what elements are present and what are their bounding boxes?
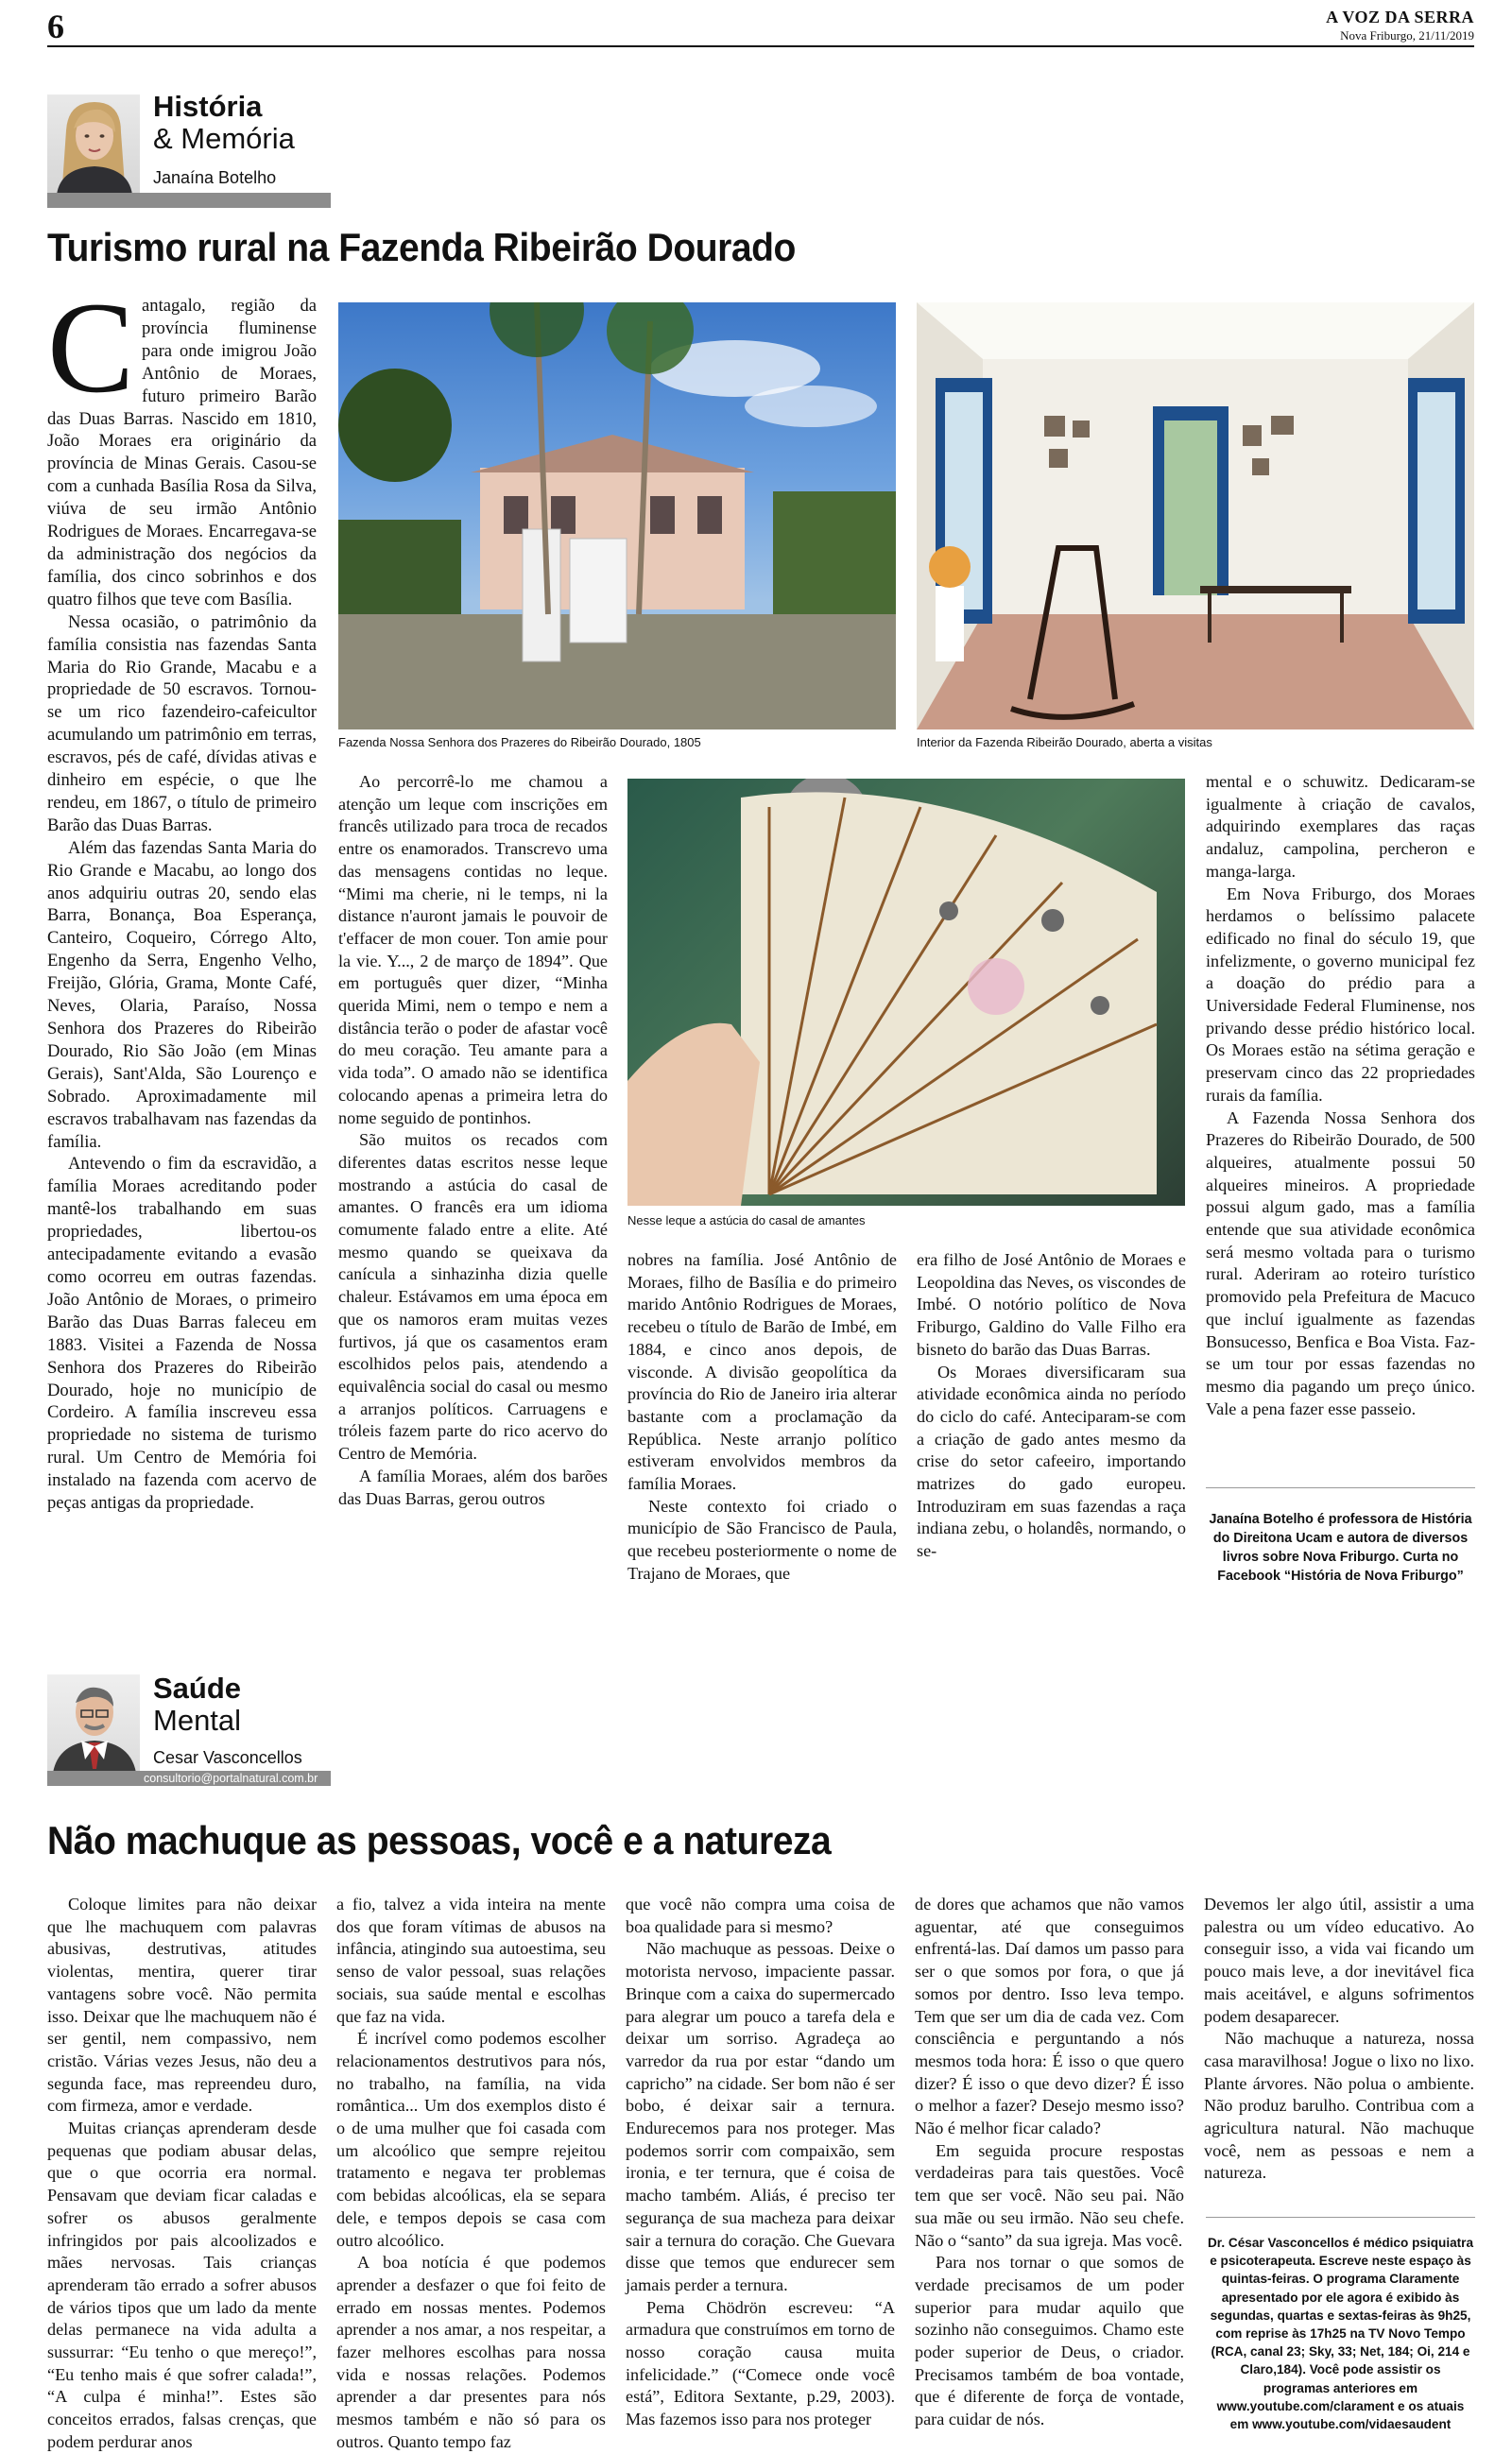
portrait-icon <box>47 1674 140 1773</box>
history-paragraph: Ao percorrê-lo me chamou a atenção um leque com inscrições em francês utilizado para troca de recados entre os enamorados. Transcrevo uma das mensagens contidas no leque. “Mimi ma cherie, ni le temps, ni la distance n'auront jamais le pouvoir de t'effacer de mon couer. Ton amie pour la vie. Y..., 2 de março de 1894”. Que em português quer dizer, “Minha querida Mimi, nem o tempo e nem a distância terão o poder de afastar você do meu coração. Teu amante para a vida toda”. O amado não se identifica colocando apenas a primeira letra do nome seguido de pontinhos. <box>338 772 608 1127</box>
page-number: 6 <box>47 8 64 45</box>
newspaper-name: A VOZ DA SERRA <box>1326 8 1474 26</box>
interior-image-icon <box>917 302 1474 729</box>
health-paragraph: de dores que achamos que não vamos aguentar, até que conseguimos enfrentá-las. Daí damos um passo para ser o que somos por fora, o que já somos por dentro. Isso leva tempo. Tem que ser um dia de cada vez. Com consciência e perguntando a nós mesmos toda hora: É isso o que quero dizer? É isso o que devo dizer? É isso o melhor a fazer? Desejo mesmo isso? Não é melhor ficar calado? <box>915 1895 1184 2138</box>
history-paragraph: A Fazenda Nossa Senhora dos Prazeres do Ribeirão Dourado, de 500 alqueires, atualmente possui 50 alqueires mineiros. A propriedade possui algum gado, mas a família entende que sua atividade econômica será mesmo voltada para o turismo rural. Aderiram ao roteiro turístico promovido pela Prefeitura de Macuco que incluí igualmente as fazendas Bonsucesso, Benfica e Boa Vista. Faz-se um tour por essas fazendas no mesmo dia pagando um preço único. Vale a pena fazer esse passeio. <box>1206 1107 1475 1418</box>
health-column-5 <box>1204 1894 1474 2185</box>
header-rule <box>47 45 1474 47</box>
history-paragraph: nobres na família. José Antônio de Moraes, filho de Basília e do primeiro marido Antônio Rodrigues de Moraes, recebeu o título de Barão de Imbé, em 1884, e cinco anos depois, de visconde. A divisão geopolítica da província do Rio de Janeiro iria alterar bastante com a proclamação da República. Neste arranjo político estiveram envolvidos membros da família Moraes. <box>627 1250 897 1494</box>
drop-cap: C <box>47 275 135 420</box>
history-paragraph: Antevendo o fim da escravidão, a família Moraes acreditando poder mantê-los trabalhando em suas propriedades, libertou-os antecipadamente evitando a evasão como ocorreu em outras fazendas. João Antônio de Moraes, o primeiro Barão das Duas Barras faleceu em 1883. Visitei a Fazenda de Nossa Senhora dos Prazeres do Ribeirão Dourado, hoje no município de Cordeiro. A família inscreveu essa propriedade no sistema de turismo rural. Um Centro de Memória foi instalado na fazenda com acervo de peças antigas da propriedade. <box>47 1154 317 1514</box>
history-column-5 <box>1206 771 1475 1420</box>
health-column-1 <box>47 1894 317 2454</box>
farmhouse-image-icon <box>338 302 896 729</box>
photo-farmhouse <box>338 302 896 729</box>
health-paragraph: É incrível como podemos escolher relacionamentos destrutivos para nós, no trabalho, na família, na vida romântica... Um dos exemplos disto é o de uma mulher que foi casada com um alcoólico que sempre rejeitou tratamento e negava ter problemas com bebidas alcoólicas, ela se separa dele, e tempos depois se casa com outro alcoólico. <box>336 2029 606 2250</box>
photo-interior <box>917 302 1474 729</box>
author-name-history: Janaína Botelho <box>153 168 277 187</box>
history-paragraph: A família Moraes, além dos barões das Duas Barras, gerou outros <box>338 1466 608 1508</box>
section-title-line2: Mental <box>153 1704 242 1737</box>
issue-location-date: Nova Friburgo, 21/11/2019 <box>1340 28 1474 43</box>
bio-rule-history <box>1206 1487 1475 1488</box>
history-paragraph: Neste contexto foi criado o município de São Francisco de Paula, que recebeu posteriormente o nome de Trajano de Moraes, que <box>627 1496 897 1583</box>
health-paragraph: A boa notícia é que podemos aprender a desfazer o que foi feito de errado em nossas mentes. Podemos aprender a nos amar, a nos respeitar, a fazer melhores escolhas para nossa vida e nossas relações. Podemos aprender a dar presentes para nós mesmos também e não só para os outros. Quanto tempo faz <box>336 2253 606 2451</box>
health-paragraph: Coloque limites para não deixar que lhe machuquem com palavras abusivas, destrutivas, atitudes violentas, mentira, querer tirar vantagens sobre você. Não permita isso. Deixar que lhe machuquem não é ser gentil, nem compassivo, nem cristão. Várias vezes Jesus, não deu a segunda face, mas repreendeu duro, com firmeza, amor e verdade. <box>47 1895 317 2116</box>
history-column-1 <box>47 275 317 1515</box>
history-paragraph: Os Moraes diversificaram sua atividade econômica ainda no período do ciclo do café. Anteciparam-se com a criação de gado antes mesmo da crise do setor cafeeiro, importando matrizes do gado europeu. Introduziram em suas fazendas a raça indiana zebu, o holandês, normando, o se- <box>917 1362 1186 1561</box>
author-name-health: Cesar Vasconcellos <box>153 1748 302 1767</box>
author-photo-janaina <box>47 94 140 195</box>
health-column-2 <box>336 1894 606 2454</box>
health-column-3 <box>626 1894 895 2431</box>
author-email: consultorio@portalnatural.com.br <box>144 1772 318 1785</box>
author-bio-health: Dr. César Vasconcellos é médico psiquiatra e psicoterapeuta. Escreve neste espaço às quintas-feiras. O programa Claramente apresentado por ele agora é exibido às segundas, quartas e sextas-feiras às 9h25, com reprise às 17h25 na TV Novo Tempo (RCA, canal 23; Sky, 33; Net, 184; Oi, 214 e Claro,184). Você pode assistir os programas anteriores em www.youtube.com/clarament e os atuais em www.youtube.com/vidaesaudent <box>1207 2236 1474 2432</box>
section-title-line1: Saúde <box>153 1672 242 1705</box>
section-title-health <box>153 1673 241 1737</box>
author-photo-cesar <box>47 1674 140 1773</box>
health-paragraph: Em seguida procure respostas verdadeiras para tais questões. Você tem que ser você. Não seu pai. Não sua mãe ou seu irmão. Não seu chefe. Não o “santo” da sua igreja. Mas você. <box>915 2140 1184 2250</box>
caption-photo-interior: Interior da Fazenda Ribeirão Dourado, aberta a visitas <box>917 735 1212 749</box>
history-paragraph: São muitos os recados com diferentes datas escritos nesse leque mostrando a astúcia do casal de amantes. O francês era um idioma comumente falado entre a elite. Até mesmo quando se queixava da canícula a sinhazinha dizia quelle chaleur. Estávamos em uma época em que os namoros eram muitas vezes furtivos, já que os casamentos eram escolhidos pelos pais, atendendo a equivalência social do casal ou mesmo a arranjos políticos. Carruagens e tróleis fazem parte do rico acervo do Centro de Memória. <box>338 1130 608 1464</box>
headline-health: Não machuque as pessoas, você e a natureza <box>47 1818 832 1862</box>
history-paragraph: era filho de José Antônio de Moraes e Leopoldina das Neves, os viscondes de Imbé. O notório político de Nova Friburgo, Galdino do Valle Filho era bisneto do barão das Duas Barras. <box>917 1250 1186 1359</box>
health-paragraph: Pema Chödrön escreveu: “A armadura que construímos em torno de nosso coração causa muita infelicidade.” (“Comece onde você está”, Editora Sextante, p.29, 2003). Mas fazemos isso para nos proteger <box>626 2297 895 2429</box>
health-paragraph: Para nos tornar o que somos de verdade precisamos de um poder superior para mudar aquilo que sozinho não conseguimos. Chamo este poder superior de Deus, o criador. Precisamos também de boa vontade, que é diferente de força de vontade, para cuidar de nós. <box>915 2253 1184 2429</box>
history-paragraph: Em Nova Friburgo, dos Moraes herdamos o belíssimo palacete edificado no final do século 19, que infelizmente, o governo municipal fez a doação do prédio para a Universidade Federal Fluminense, nos privando desse prédio histórico local. Os Moraes estão na sétima geração e preservam cinco das 22 propriedades rurais da família. <box>1206 884 1475 1105</box>
health-paragraph: Muitas crianças aprenderam desde pequenas que podiam abusar delas, que o que ocorria era normal. Pensavam que deviam ficar caladas e sofrer os abusos geralmente infringidos por pais alcoolizados e mães nervosas. Tais crianças aprenderam tão errado a sofrer abusos de vários tipos que um lado da mente delas permanece na vida adulta a sussurrar: “Eu tenho o que mereço!”, “Eu tenho mais é que sofrer calada!”, “A culpa é minha!”. Estes são conceitos errados, falsas crenças, que podem perdurar anos <box>47 2119 317 2451</box>
health-paragraph: Não machuque as pessoas. Deixe o motorista nervoso, impaciente passar. Brinque com a caixa do supermercado para alegrar um pouco a tarefa dela e deixar um sorriso. Agradeça ao varredor da rua por estar “dando um capricho” na cidade. Ser bom não é ser bobo, é deixar sair a ternura. Endurecemos para nos proteger. Mas podemos sorrir com compaixão, sem ironia, e ter ternura, que é coisa de macho também. Aliás, é preciso ter segurança de sua macheza para deixar sair a ternura do coração. Che Guevara disse que temos que endurecer sem jamais perder a ternura. <box>626 1939 895 2294</box>
health-paragraph: Devemos ler algo útil, assistir a uma palestra ou um vídeo educativo. Ao conseguir isso, a vida vai ficando um pouco mais leve, a dor inevitável fica mais aceitável, e alguns sofrimentos podem desaparecer. <box>1204 1895 1474 2026</box>
section-title-line1: História <box>153 90 263 123</box>
section-title-line2: & Memória <box>153 122 295 155</box>
author-bio-history: Janaína Botelho é professora de História do Direitona Ucam e autora de diversos livros sobre Nova Friburgo. Curta no Facebook “História de Nova Friburgo” <box>1209 1512 1472 1584</box>
history-column-3 <box>627 1249 897 1586</box>
history-paragraph: antagalo, região da província fluminense para onde imigrou João Antônio de Moraes, futuro primeiro Barão das Duas Barras. Nascido em 1810, João Moraes era originário da província de Minas Gerais. Casou-se com a cunhada Basília Rosa da Silva, viúva de seu irmão Antônio Rodrigues de Moraes. Encarregava-se da administração dos negócios da família, dos cinco sobrinhos e dos quatro filhos que teve com Basília. <box>47 296 317 609</box>
health-paragraph: a fio, talvez a vida inteira na mente dos que foram vítimas de abusos na infância, atingindo sua autoestima, seu senso de valor pessoal, suas relações sociais, sua saúde mental e escolhas que faz na vida. <box>336 1895 606 2026</box>
health-paragraph: que você não compra uma coisa de boa qualidade para si mesmo? <box>626 1895 895 1936</box>
history-column-4 <box>917 1249 1186 1563</box>
photo-fan <box>627 779 1185 1206</box>
author-bar-history <box>47 193 331 208</box>
headline-history: Turismo rural na Fazenda Ribeirão Dourado <box>47 225 796 269</box>
bio-rule-health <box>1206 2217 1475 2218</box>
health-paragraph: Não machuque a natureza, nossa casa maravilhosa! Jogue o lixo no lixo. Plante árvores. Não polua o ambiente. Não produz barulho. Contribua com a agricultura natural. Não machuque você, nem as pessoas e nem a natureza. <box>1204 2029 1474 2183</box>
caption-photo-fan: Nesse leque a astúcia do casal de amantes <box>627 1213 866 1227</box>
history-paragraph: mental e o schuwitz. Dedicaram-se igualmente à criação de cavalos, adquirindo exemplares das raças andaluz, campolina, percheron e manga-larga. <box>1206 772 1475 881</box>
history-paragraph: Nessa ocasião, o patrimônio da família consistia nas fazendas Santa Maria do Rio Grande, Macabu e a propriedade de 50 escravos. Tornou-se um rico fazendeiro-cafeicultor acumulando um patrimônio em terras, escravos, pés de café, dívidas ativas e dinheiro em espécie, o que lhe rendeu, em 1867, o título de primeiro Barão das Duas Barras. <box>47 611 317 835</box>
health-column-4 <box>915 1894 1184 2431</box>
fan-image-icon <box>627 779 1185 1206</box>
caption-photo-farmhouse: Fazenda Nossa Senhora dos Prazeres do Ribeirão Dourado, 1805 <box>338 735 701 749</box>
portrait-icon <box>47 94 140 195</box>
history-column-2 <box>338 771 608 1510</box>
history-paragraph: Além das fazendas Santa Maria do Rio Grande e Macabu, ao longo dos anos adquiriu outras 20, sendo elas Barra, Bonança, Boa Esperança, Canteiro, Coqueiro, Córrego Alto, Engenho da Serra, Engenho Velho, Freijão, Glória, Grama, Monte Café, Neves, Olaria, Paraíso, Nossa Senhora dos Prazeres do Ribeirão Dourado, Rio São João (em Minas Gerais), Sant'Alda, São Lourenço e Sobrado. Aproximadamente mil escravos trabalhavam nas fazendas da família. <box>47 837 317 1152</box>
section-title-history <box>153 91 295 155</box>
